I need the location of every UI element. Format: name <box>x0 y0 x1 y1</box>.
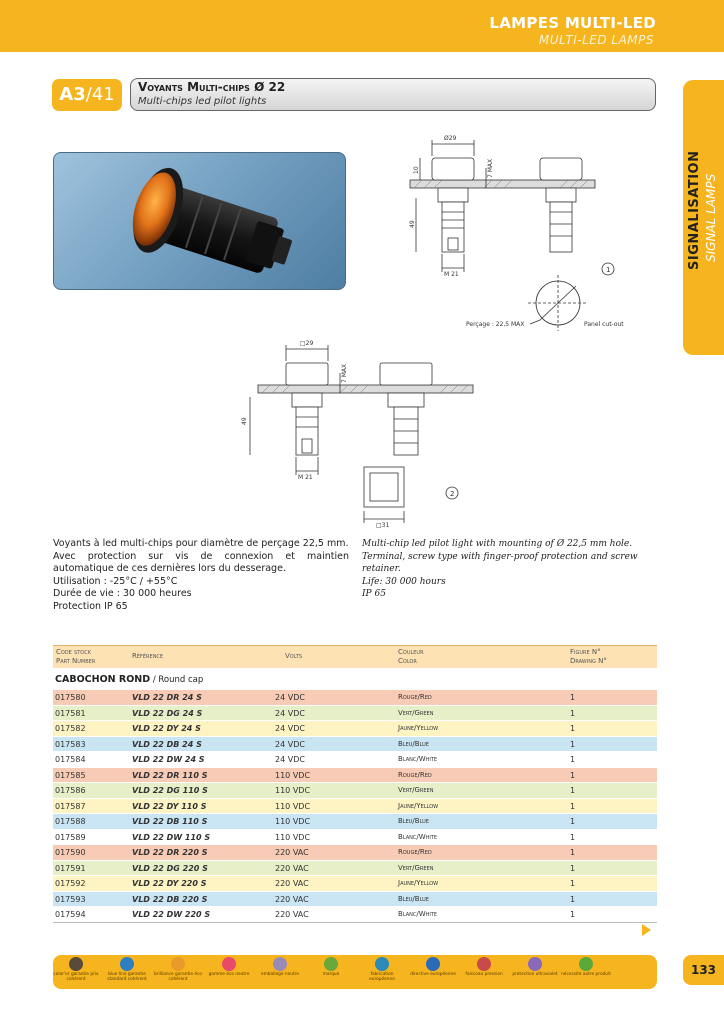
row-volts: 220 VAC <box>275 910 309 919</box>
fig1-dim-thread: M 21 <box>444 271 459 278</box>
footer-picto <box>306 957 356 977</box>
technical-drawing-1 <box>380 128 640 333</box>
side-tab-subtitle: SIGNAL LAMPS <box>704 173 718 262</box>
footer-picto-label: directive européenne <box>410 972 456 977</box>
row-reference: VLD 22 DY 110 S <box>132 801 207 811</box>
uv-icon <box>528 957 542 971</box>
row-reference: VLD 22 DR 110 S <box>132 770 208 780</box>
row-reference: VLD 22 DB 110 S <box>132 817 208 826</box>
row-code: 017591 <box>55 863 86 873</box>
footer-picto <box>459 957 509 977</box>
row-color: Jaune/Yellow <box>398 801 439 810</box>
row-volts: 220 VAC <box>275 863 309 873</box>
table-row <box>53 830 657 846</box>
row-reference: VLD 22 DW 24 S <box>132 755 205 764</box>
row-figure: 1 <box>570 755 576 764</box>
row-reference: VLD 22 DW 220 S <box>132 910 211 919</box>
row-code: 017593 <box>55 894 86 904</box>
header-code <box>56 648 95 666</box>
header-volts: Volts <box>285 652 303 660</box>
row-figure: 1 <box>570 801 576 811</box>
row-reference: VLD 22 DB 220 S <box>132 894 208 904</box>
row-color: Blanc/White <box>398 910 438 918</box>
product-photo <box>53 152 346 290</box>
row-figure: 1 <box>570 708 576 718</box>
table-section-label <box>55 674 203 685</box>
blue-line-icon <box>120 957 134 971</box>
description-fr <box>53 538 349 613</box>
table-row <box>53 690 657 706</box>
desc-fr-line: Avec protection sur vis de connexion et maintien automatique de ces dernières lors du desserage. <box>53 550 349 574</box>
header-figure-fr: Figure N° <box>570 648 601 656</box>
row-color: Bleu/Blue <box>398 817 429 825</box>
row-color: Vert/Green <box>398 863 434 872</box>
bulb-icon <box>69 957 83 971</box>
table-row <box>53 892 657 908</box>
row-figure: 1 <box>570 894 576 904</box>
brand-icon <box>324 957 338 971</box>
technical-drawing-2 <box>230 335 490 530</box>
row-color: Bleu/Blue <box>398 894 429 903</box>
desc-fr-line: Voyants à led multi-chips pour diamètre de perçage 22,5 mm. <box>53 538 349 549</box>
row-code: 017589 <box>55 832 86 842</box>
desc-fr-line: Utilisation : -25°C / +55°C <box>53 575 178 587</box>
footer-picto-label: gamme éco neutre <box>208 972 250 977</box>
row-figure: 1 <box>570 832 576 842</box>
footer-picto <box>408 957 458 977</box>
page-number: 133 <box>683 955 724 985</box>
footer-picto-label: blue line garantie standard cohérent <box>107 972 147 982</box>
row-reference: VLD 22 DR 24 S <box>132 693 202 702</box>
row-volts: 220 VAC <box>275 894 309 904</box>
row-figure: 1 <box>570 693 576 702</box>
footer-picto-label: marque <box>322 972 340 977</box>
row-volts: 24 VDC <box>275 739 305 749</box>
row-code: 017590 <box>55 848 86 857</box>
row-code: 017582 <box>55 724 86 733</box>
footer-picto <box>510 957 560 977</box>
header-reference: Référence <box>132 652 164 660</box>
row-volts: 24 VDC <box>275 755 305 764</box>
pressure-icon <box>477 957 491 971</box>
footer-picto-label: faisceau pression <box>465 972 503 977</box>
header-code-fr: Code stock <box>56 648 91 656</box>
footer-picto <box>561 957 611 977</box>
row-color: Vert/Green <box>398 786 434 794</box>
desc-en-line: Terminal, screw type with finger-proof protection and screw retainer. <box>362 551 638 574</box>
table-row <box>53 861 657 877</box>
table-row <box>53 737 657 753</box>
row-figure: 1 <box>570 786 576 795</box>
table-row <box>53 706 657 722</box>
footer-picto-label: fabrication européenne <box>369 972 395 982</box>
row-figure: 1 <box>570 910 576 919</box>
table-row <box>53 845 657 861</box>
row-figure: 1 <box>570 817 576 826</box>
header-code-en: Part Number <box>56 657 96 665</box>
row-color: Rouge/Red <box>398 770 432 779</box>
table-row <box>53 799 657 815</box>
footer-picto <box>153 957 203 982</box>
fig2-dim-width: □29 <box>300 340 314 347</box>
row-volts: 220 VAC <box>275 879 309 888</box>
row-color: Rouge/Red <box>398 848 432 856</box>
badge-prefix: A3 <box>59 84 86 105</box>
header-subtitle: MULTI-LED LAMPS <box>538 33 654 47</box>
fig2-dim-thread: M 21 <box>298 474 313 481</box>
directive-icon <box>426 957 440 971</box>
row-volts: 24 VDC <box>275 693 305 702</box>
header-figure <box>570 648 607 666</box>
pilot-light-photo-icon <box>54 153 346 290</box>
table-row <box>53 876 657 892</box>
row-code: 017592 <box>55 879 86 888</box>
row-volts: 110 VDC <box>275 832 311 842</box>
footer-picto <box>255 957 305 977</box>
row-code: 017581 <box>55 708 86 718</box>
table-body <box>53 690 657 923</box>
footer-picto-label: nécessite autre produit <box>561 972 611 977</box>
factory-icon <box>375 957 389 971</box>
description-en <box>362 538 657 601</box>
table-row <box>53 768 657 784</box>
row-color: Jaune/Yellow <box>398 724 439 732</box>
side-tab-title: SIGNALISATION <box>687 150 702 270</box>
header-title: LAMPES MULTI-LED <box>489 14 656 32</box>
footer-picto <box>51 957 101 982</box>
header-color-en: Color <box>398 657 417 665</box>
desc-en-line: Life: 30 000 hours <box>362 576 446 587</box>
fig1-cutout-label-en: Panel cut-out <box>584 321 624 328</box>
row-volts: 110 VDC <box>275 770 311 780</box>
row-color: Rouge/Red <box>398 693 432 701</box>
section-subtitle: Multi-chips led pilot lights <box>138 96 267 107</box>
section-title: Voyants Multi-chips Ø 22 <box>138 80 286 94</box>
fig2-dim-height: 49 <box>241 417 248 425</box>
table-end-rule <box>53 922 657 923</box>
table-row <box>53 814 657 830</box>
desc-fr-line: Durée de vie : 30 000 heures <box>53 588 192 599</box>
row-color: Jaune/Yellow <box>398 879 439 887</box>
footer-picto-label: protection ultraviolet <box>512 972 558 977</box>
row-volts: 220 VAC <box>275 848 309 857</box>
section-label-fr: CABOCHON ROND <box>55 674 151 685</box>
row-color: Vert/Green <box>398 708 434 717</box>
row-reference: VLD 22 DG 110 S <box>132 786 208 795</box>
footer-picto <box>357 957 407 982</box>
row-volts: 110 VDC <box>275 801 311 811</box>
fig2-dim-panel-max: 7 MAX <box>341 363 348 383</box>
fig1-dim-panel-max: 7 MAX <box>487 158 494 178</box>
row-code: 017587 <box>55 801 86 811</box>
row-reference: VLD 22 DR 220 S <box>132 848 208 857</box>
table-row <box>53 721 657 737</box>
row-reference: VLD 22 DG 24 S <box>132 708 203 718</box>
footer-picto <box>204 957 254 977</box>
fig1-cutout-label: Perçage : 22,5 MAX <box>466 321 525 328</box>
row-figure: 1 <box>570 848 576 857</box>
header-color-fr: Couleur <box>398 648 424 656</box>
next-page-arrow-icon <box>642 924 651 936</box>
desc-en-line: Multi-chip led pilot light with mounting of Ø 22,5 mm hole. <box>362 539 633 549</box>
row-figure: 1 <box>570 739 576 749</box>
header-color <box>398 648 424 666</box>
section-label-en: / Round cap <box>150 675 204 685</box>
fig1-dim-top: 10 <box>413 166 420 174</box>
table-row <box>53 783 657 799</box>
section-badge <box>52 79 122 111</box>
table-row <box>53 752 657 768</box>
package-icon <box>273 957 287 971</box>
row-reference: VLD 22 DW 110 S <box>132 832 211 842</box>
desc-fr-line: Protection IP 65 <box>53 600 128 612</box>
footer-picto-label: color'or garantie prix cohérent <box>53 972 99 982</box>
row-figure: 1 <box>570 863 576 873</box>
row-code: 017580 <box>55 693 86 702</box>
row-reference: VLD 22 DY 24 S <box>132 724 201 733</box>
footer-picto-label: brilliance garantie éco cohérent <box>153 972 202 982</box>
fig1-dim-width: Ø29 <box>444 135 457 142</box>
row-color: Blanc/White <box>398 755 438 763</box>
row-code: 017588 <box>55 817 86 826</box>
desc-en-line: IP 65 <box>362 589 386 599</box>
other-product-icon <box>579 957 593 971</box>
badge-suffix: /41 <box>85 84 115 105</box>
row-code: 017594 <box>55 910 86 919</box>
row-volts: 110 VDC <box>275 817 311 826</box>
row-code: 017586 <box>55 786 86 795</box>
fig2-number: 2 <box>450 490 455 498</box>
row-color: Blanc/White <box>398 832 438 841</box>
row-figure: 1 <box>570 724 576 733</box>
row-figure: 1 <box>570 770 576 780</box>
row-code: 017585 <box>55 770 86 780</box>
fig1-dim-height: 49 <box>409 220 416 228</box>
row-color: Bleu/Blue <box>398 739 429 748</box>
row-reference: VLD 22 DY 220 S <box>132 879 207 888</box>
row-code: 017584 <box>55 755 86 764</box>
row-reference: VLD 22 DB 24 S <box>132 739 202 749</box>
fig1-number: 1 <box>606 266 611 274</box>
eco-icon <box>222 957 236 971</box>
row-volts: 24 VDC <box>275 708 305 718</box>
header-figure-en: Drawing N° <box>570 657 607 665</box>
row-volts: 24 VDC <box>275 724 305 733</box>
row-code: 017583 <box>55 739 86 749</box>
footer-picto <box>102 957 152 982</box>
row-volts: 110 VDC <box>275 786 311 795</box>
row-figure: 1 <box>570 879 576 888</box>
fig2-dim-square: □31 <box>376 522 390 529</box>
brilliance-icon <box>171 957 185 971</box>
row-reference: VLD 22 DG 220 S <box>132 863 208 873</box>
table-row <box>53 907 657 923</box>
footer-picto-label: emballage neutre <box>260 972 300 977</box>
